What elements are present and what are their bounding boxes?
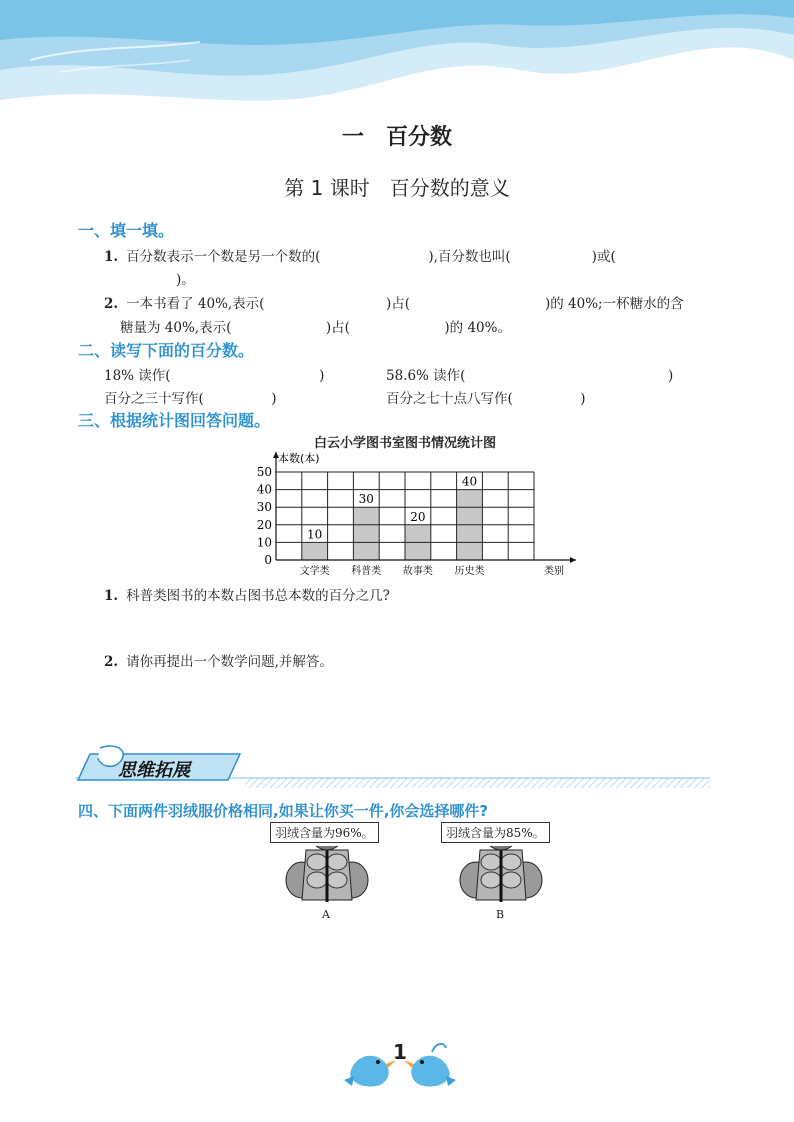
chart-y-tick-label: 50 [256,465,272,479]
chart-category-label: 科普类 [351,566,382,577]
section-3-title: 三、根据统计图回答问题。 [78,411,271,430]
page-number: 1 [393,1040,407,1064]
s2-item-a: 18% 读作( ) [104,368,325,384]
chart-data-label: 20 [410,509,426,524]
chart-y-tick-label: 10 [256,535,272,550]
question-number: 1. [104,588,119,604]
unit-heading: 一 百分数 [341,125,452,150]
chart-category-label: 文学类 [299,566,330,577]
chart-title: 白云小学图书室图书情况统计图 [313,436,496,451]
lesson-heading: 第 1 课时 百分数的意义 [284,176,510,200]
chart-data-label: 10 [307,527,323,542]
s3-question-1 [104,584,390,604]
jacket-b-label: 羽绒含量为85%。 [446,826,545,840]
jacket-a-label: 羽绒含量为96%。 [275,826,374,840]
chart-y-tick-label: 30 [256,500,272,515]
question-text: 科普类图书的本数占图书总本数的百分之几? [126,588,390,604]
s2-item-c: 百分之三十写作( ) [104,391,277,407]
chart-y-tick-label: 0 [264,553,272,567]
s1-question-2-line2: 糖量为 40%,表示( )占( )的 40%。 [120,320,511,336]
chart-x-axis-arrow [570,557,576,563]
bar-chart [240,450,580,580]
question-number: 1. [104,249,119,265]
jacket-a-image [282,840,372,908]
s2-item-b: 58.6% 读作( ) [386,368,674,384]
question-text: 一本书看了 40%,表示( )占( )的 40%;一杯糖水的含 [126,296,684,312]
chart-data-label: 30 [358,492,374,507]
thinking-banner-label: 思维拓展 [118,760,190,781]
chart-data-label: 40 [461,474,478,489]
s1-question-2-line1 [104,292,684,312]
chart-bar [353,507,379,560]
question-number: 2. [104,296,119,312]
header-wave-decoration [0,0,794,110]
section-4-title: 四、下面两件羽绒服价格相同,如果让你买一件,你会选择哪件? [78,802,489,820]
chart-y-tick-label: 20 [256,517,272,532]
s1-question-1-line2: )。 [176,272,195,288]
jacket-b-image [456,840,546,908]
jacket-b-letter: B [496,908,505,921]
jacket-a-letter: A [322,908,330,921]
s3-question-2 [104,650,333,670]
chart-y-axis-label: 本数(本) [278,452,320,465]
s2-item-d: 百分之七十点八写作( ) [386,391,586,407]
chart-category-label: 历史类 [454,566,485,577]
section-1-title: 一、填一填。 [78,221,175,240]
question-number: 2. [104,654,119,670]
question-text: 请你再提出一个数学问题,并解答。 [126,654,333,670]
s1-question-1-line1 [104,245,616,265]
section-2-title: 二、读写下面的百分数。 [78,341,255,360]
chart-category-label: 故事类 [402,566,433,577]
chart-y-tick-label: 40 [256,482,272,497]
question-text: 百分数表示一个数是另一个数的( ),百分数也叫( )或( [126,249,616,265]
chart-x-axis-label: 类别 [544,566,564,577]
chart-bar [302,542,328,560]
